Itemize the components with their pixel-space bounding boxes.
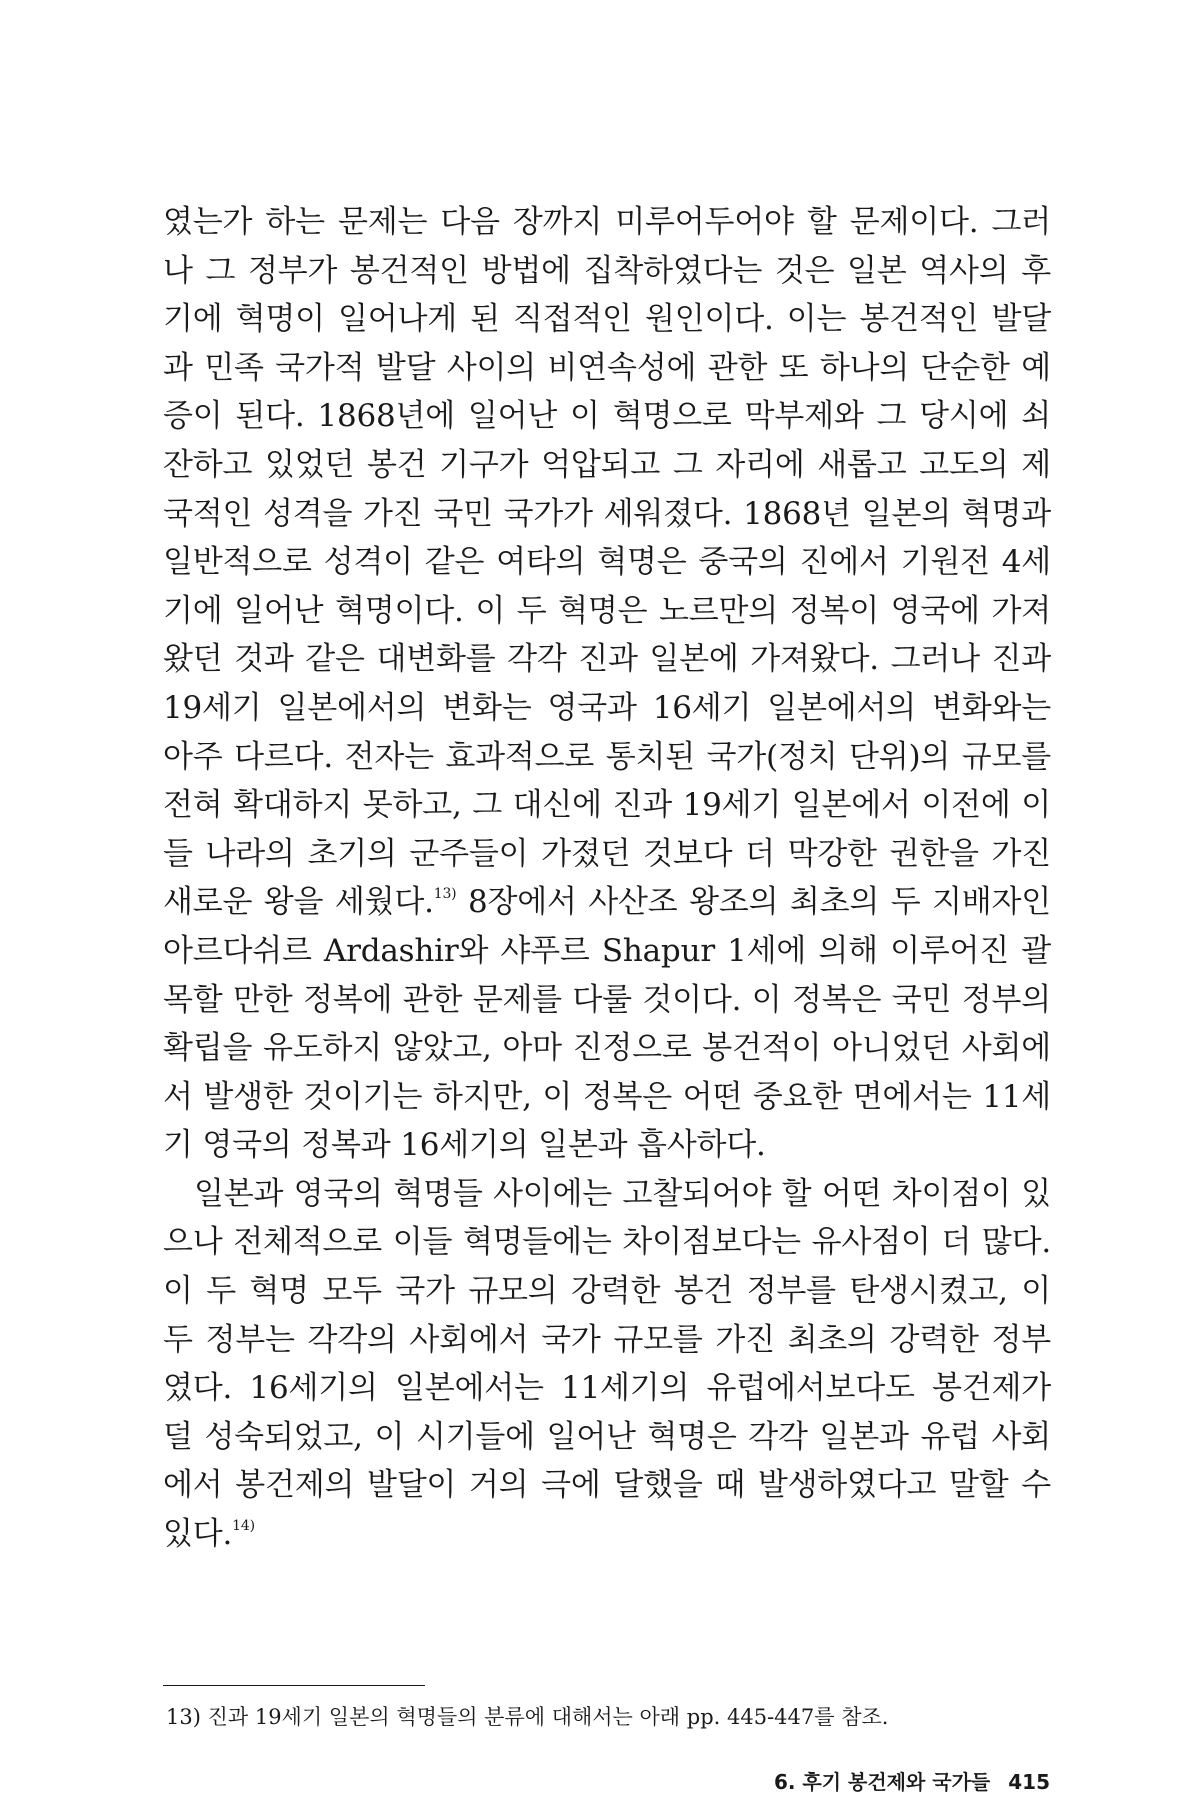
paragraph-1-text: 였는가 하는 문제는 다음 장까지 미루어두어야 할 문제이다. 그러나 그 정부가 봉건적인 방법에 집착하였다는 것은 일본 역사의 후기에 혁명이 일어나게 된 직접적인 원인이다. 이는 봉건적인 발달과 민족 국가적 발달 사이의 비연속성에 관한 또 하나의 단순한 예증이 된다. 1868년에 일어난 이 혁명으로 막부제와 그 당시에 쇠잔하고 있었던 봉건 기구가 억압되고 그 자리에 새롭고 고도의 제국적인 성격을 가진 국민 국가가 세워졌다. 1868년 일본의 혁명과 일반적으로 성격이 같은 여타의 혁명은 중국의 진에서 기원전 4세기에 일어난 혁명이다. 이 두 혁명은 노르만의 정복이 영국에 가져왔던 것과 같은 대변화를 각각 진과 일본에 가져왔다. 그러나 진과 19세기 일본에서의 변화는 영국과 16세기 일본에서의 변화와는 아주 다르다. 전자는 효과적으로 통치된 국가(정치 단위)의 규모를 전혀 확대하지 못하고, 그 대신에 진과 19세기 일본에서 이전에 이들 나라의 초기의 군주들이 가졌던 것보다 더 막강한 권한을 가진 새로운 왕을 세웠다. [163,204,1051,921]
body-text [163,198,1051,1559]
footnote-divider [163,1685,425,1686]
footnote-ref-14: 14) [232,1518,255,1535]
chapter-title: 6. 후기 봉건제와 국가들 [773,1770,991,1794]
page-number: 415 [1008,1770,1050,1794]
footnote-ref-13: 13) [433,886,457,903]
paragraph-1 [163,198,1051,1170]
paragraph-2 [163,1170,1051,1559]
running-footer [774,1770,1050,1794]
footnote-13: 13) 진과 19세기 일본의 혁명들의 분류에 대해서는 아래 pp. 445-447를 참조. [166,1705,889,1729]
paragraph-1-continued: 8장에서 사산조 왕조의 최초의 두 지배자인 아르다쉬르 Ardashir와 샤푸르 Shapur 1세에 의해 이루어진 괄목할 만한 정복에 관한 문제를 다룰 것이다. 이 정복은 국민 정부의 확립을 유도하지 않았고, 아마 진정으로 봉건적이 아니었던 사회에서 발생한 것이기는 하지만, 이 정복은 어떤 중요한 면에서는 11세기 영국의 정복과 16세기의 일본과 흡사하다. [163,884,1051,1164]
paragraph-2-text: 일본과 영국의 혁명들 사이에는 고찰되어야 할 어떤 차이점이 있으나 전체적으로 이들 혁명들에는 차이점보다는 유사점이 더 많다. 이 두 혁명 모두 국가 규모의 강력한 봉건 정부를 탄생시켰고, 이 두 정부는 각각의 사회에서 국가 규모를 가진 최초의 강력한 정부였다. 16세기의 일본에서는 11세기의 유럽에서보다도 봉건제가 덜 성숙되었고, 이 시기들에 일어난 혁명은 각각 일본과 유럽 사회에서 봉건제의 발달이 거의 극에 달했을 때 발생하였다고 말할 수 있다. [163,1175,1051,1553]
